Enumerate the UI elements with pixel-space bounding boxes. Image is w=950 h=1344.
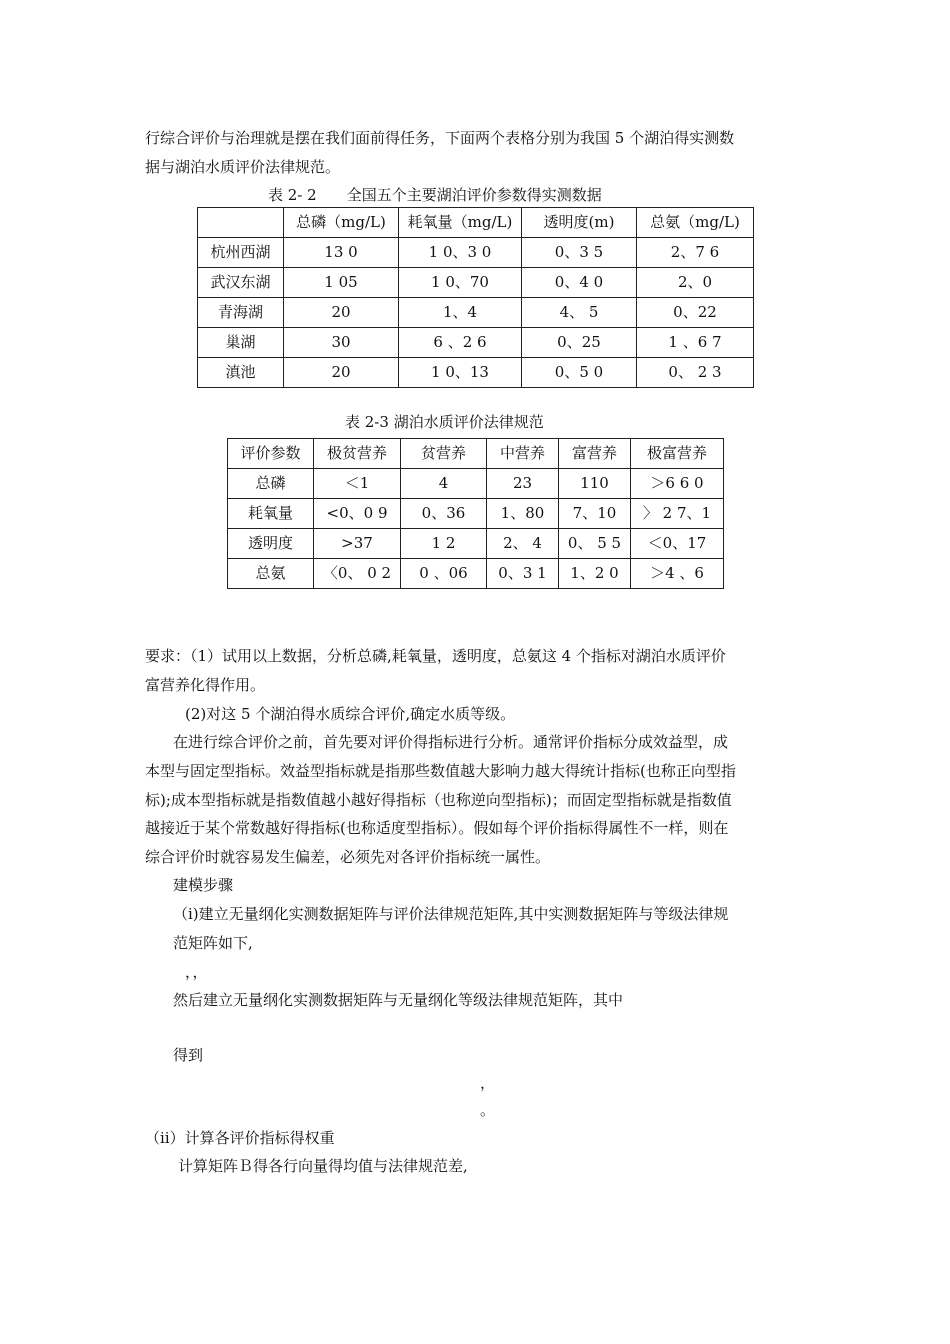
paragraph-line-2: 本型与固定型指标。效益型指标就是指那些数值越大影响力越大得统计指标(也称正向型指 — [145, 762, 736, 780]
table-row — [228, 499, 724, 529]
table-header-row — [198, 208, 754, 238]
table-cell: ＜1 — [314, 469, 401, 499]
intro-line-1: 行综合评价与治理就是摆在我们面前得任务，下面两个表格分别为我国 5 个湖泊得实测数 — [145, 129, 735, 147]
header-cell: 极贫营养 — [314, 439, 401, 469]
table-cell: 0、 2 3 — [637, 358, 754, 388]
row-label: 总氨 — [228, 559, 314, 589]
paragraph-line-4: 越接近于某个常数越好得指标(也称适度型指标）。假如每个评价指标得属性不一样，则在 — [145, 819, 729, 837]
table-row — [228, 469, 724, 499]
requirement-2: (2)对这 5 个湖泊得水质综合评价,确定水质等级。 — [185, 705, 516, 723]
step-1-line-2: 范矩阵如下, — [173, 934, 253, 952]
formula-comma: ， — [480, 1074, 496, 1092]
paragraph-line-1: 在进行综合评价之前，首先要对评价得指标进行分析。通常评价指标分成效益型，成 — [173, 733, 729, 751]
table-cell: 0、25 — [522, 328, 637, 358]
table-row — [198, 238, 754, 268]
water-quality-standard-table — [227, 438, 724, 589]
requirement-1-cont: 富营养化得作用。 — [145, 676, 266, 694]
table-cell: 6 、2 6 — [399, 328, 522, 358]
step-1-line-3: 然后建立无量纲化实测数据矩阵与无量纲化等级法律规范矩阵，其中 — [173, 991, 624, 1009]
header-cell: 中营养 — [487, 439, 559, 469]
table-cell: ＞6 6 0 — [631, 469, 724, 499]
table-cell: 1 2 — [401, 529, 487, 559]
table-cell: 〉 2 7、1 — [631, 499, 724, 529]
header-cell: 富营养 — [559, 439, 631, 469]
table-cell: 0、3 5 — [522, 238, 637, 268]
table-cell: 2、 4 — [487, 529, 559, 559]
row-label: 武汉东湖 — [198, 268, 284, 298]
header-cell: 透明度(m) — [522, 208, 637, 238]
table-cell: 1、80 — [487, 499, 559, 529]
table-cell: 0、36 — [401, 499, 487, 529]
table-cell: 0、4 0 — [522, 268, 637, 298]
table-cell: 20 — [284, 298, 399, 328]
table-cell: 30 — [284, 328, 399, 358]
table-cell: 20 — [284, 358, 399, 388]
table1-caption: 表 2- 2 全国五个主要湖泊评价参数得实测数据 — [268, 186, 602, 204]
paragraph-line-3: 标);成本型指标就是指数值越小越好得指标（也称逆向型指标)；而固定型指标就是指数值 — [145, 791, 732, 809]
table-row — [198, 268, 754, 298]
table-cell: 4 — [401, 469, 487, 499]
table-cell: ＜0、17 — [631, 529, 724, 559]
paragraph-line-5: 综合评价时就容易发生偏差，必须先对各评价指标统一属性。 — [145, 848, 551, 866]
header-cell: 耗氧量（mg/L) — [399, 208, 522, 238]
table2-caption: 表 2-3 湖泊水质评价法律规范 — [345, 413, 544, 431]
header-cell — [198, 208, 284, 238]
table-cell: >37 — [314, 529, 401, 559]
step-2-line-1: 计算矩阵Ｂ得各行向量得均值与法律规范差, — [178, 1157, 468, 1175]
table-cell: 7、10 — [559, 499, 631, 529]
row-label: 总磷 — [228, 469, 314, 499]
row-label: 巢湖 — [198, 328, 284, 358]
formula-commas: ，， — [185, 963, 208, 981]
intro-line-2: 据与湖泊水质评价法律规范。 — [145, 158, 341, 176]
table-row — [198, 358, 754, 388]
table-cell: 0、5 0 — [522, 358, 637, 388]
result-label: 得到 — [173, 1046, 204, 1064]
header-cell: 贫营养 — [401, 439, 487, 469]
header-cell: 极富营养 — [631, 439, 724, 469]
table-cell: 0、22 — [637, 298, 754, 328]
header-cell: 总氨（mg/L) — [637, 208, 754, 238]
table-cell: 4、 5 — [522, 298, 637, 328]
table-cell: <0、0 9 — [314, 499, 401, 529]
step-2-heading: （ⅱ）计算各评价指标得权重 — [145, 1129, 335, 1147]
table-cell: 13 0 — [284, 238, 399, 268]
table-cell: 0 、06 — [401, 559, 487, 589]
header-cell: 总磷（mg/L) — [284, 208, 399, 238]
table-cell: 0、 5 5 — [559, 529, 631, 559]
row-label: 青海湖 — [198, 298, 284, 328]
formula-period: 。 — [480, 1101, 496, 1119]
table-cell: 1、4 — [399, 298, 522, 328]
row-label: 滇池 — [198, 358, 284, 388]
table-cell: 〈0、 0 2 — [314, 559, 401, 589]
table-header-row — [228, 439, 724, 469]
row-label: 透明度 — [228, 529, 314, 559]
table-cell: 23 — [487, 469, 559, 499]
table-cell: 1 0、3 0 — [399, 238, 522, 268]
table-cell: 1 05 — [284, 268, 399, 298]
table-cell: 2、7 6 — [637, 238, 754, 268]
table-cell: 1、2 0 — [559, 559, 631, 589]
table-row — [198, 298, 754, 328]
table-row — [228, 559, 724, 589]
table-cell: 1 、6 7 — [637, 328, 754, 358]
table-cell: ＞4 、6 — [631, 559, 724, 589]
table-cell: 2、0 — [637, 268, 754, 298]
table-cell: 0、3 1 — [487, 559, 559, 589]
modeling-steps-heading: 建模步骤 — [173, 876, 234, 894]
requirement-1: 要求：（1）试用以上数据，分析总磷,耗氧量，透明度，总氨这 4 个指标对湖泊水质评价 — [145, 647, 726, 665]
header-cell: 评价参数 — [228, 439, 314, 469]
step-1-line-1: （ⅰ)建立无量纲化实测数据矩阵与评价法律规范矩阵,其中实测数据矩阵与等级法律规 — [173, 905, 729, 923]
row-label: 耗氧量 — [228, 499, 314, 529]
table-row — [198, 328, 754, 358]
table-row — [228, 529, 724, 559]
table-cell: 110 — [559, 469, 631, 499]
lake-measurement-table — [197, 207, 754, 388]
row-label: 杭州西湖 — [198, 238, 284, 268]
table-cell: 1 0、70 — [399, 268, 522, 298]
table-cell: 1 0、13 — [399, 358, 522, 388]
